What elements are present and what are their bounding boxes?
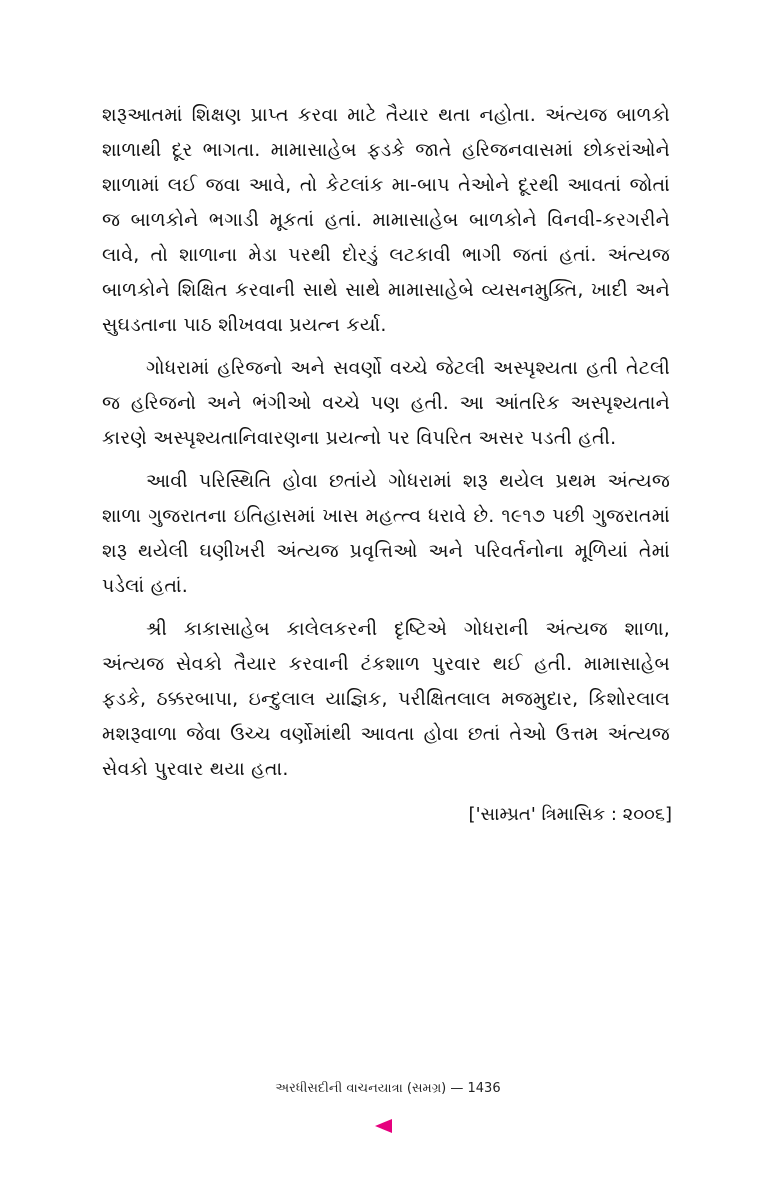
paragraph-1: શરૂઆતમાં શિક્ષણ પ્રાપ્ત કરવા માટે તૈયાર થતા નહોતા. અંત્યજ બાળકો શાળાથી દૂર ભાગતા. મામાસાહેબ ફડકે જાતે હરિજનવાસમાં છોકરાંઓને શાળામાં લઈ જવા આવે, તો કેટલાંક મા-બાપ તેઓને દૂરથી આવતાં જોતાં જ બાળકોને ભગાડી મૂકતાં હતાં. મામાસાહેબ બાળકોને વિનવી-કરગરીને લાવે, તો શાળાના મેડા પરથી દોરડું લટકાવી ભાગી જતાં હતાં. અંત્યજ બાળકોને શિક્ષિત કરવાની સાથે સાથે મામાસાહેબે વ્યસનમુક્તિ, ખાદી અને સુઘડતાના પાઠ શીખવવા પ્રયત્ન કર્યા. [102,104,670,336]
page-footer: અરધીસદીની વાચનયાત્રા (સમગ્ર) — 1436 [275,1081,501,1096]
paragraph-2: ગોધરામાં હરિજનો અને સવર્ણો વચ્ચે જેટલી અસ્પૃશ્યતા હતી તેટલી જ હરિજનો અને ભંગીઓ વચ્ચે પણ હતી. આ આંતરિક અસ્પૃશ્યતાને કારણે અસ્પૃશ્યતાનિવારણના પ્રયત્નો પર વિપરિત અસર પડતી હતી. [102,357,670,449]
previous-page-arrow-icon[interactable] [375,1119,392,1133]
paragraph-4: શ્રી કાકાસાહેબ કાલેલકરની દૃષ્ટિએ ગોધરાની અંત્યજ શાળા, અંત્યજ સેવકો તૈયાર કરવાની ટંકશાળ પુરવાર થઈ હતી. મામાસાહેબ ફડકે, ઠક્કરબાપા, ઇન્દુલાલ યાજ્ઞિક, પરીક્ષિતલાલ મજમુદાર, કિશોરલાલ મશરૂવાળા જેવા ઉચ્ચ વર્ણોમાંથી આવતા હોવા છતાં તેઓ ઉત્તમ અંત્યજ સેવકો પુરવાર થયા હતા. [102,618,670,780]
source-citation: ['સામ્પ્રત' ત્રિમાસિક : ૨૦૦૬] [468,804,672,825]
article-body [102,98,670,795]
paragraph-3: આવી પરિસ્થિતિ હોવા છતાંયે ગોધરામાં શરૂ થયેલ પ્રથમ અંત્યજ શાળા ગુજરાતના ઇતિહાસમાં ખાસ મહત્ત્વ ધરાવે છે. ૧૯૧૭ પછી ગુજરાતમાં શરૂ થયેલી ઘણીખરી અંત્યજ પ્રવૃત્તિઓ અને પરિવર્તનોના મૂળિયાં તેમાં પડેલાં હતાં. [102,470,670,597]
